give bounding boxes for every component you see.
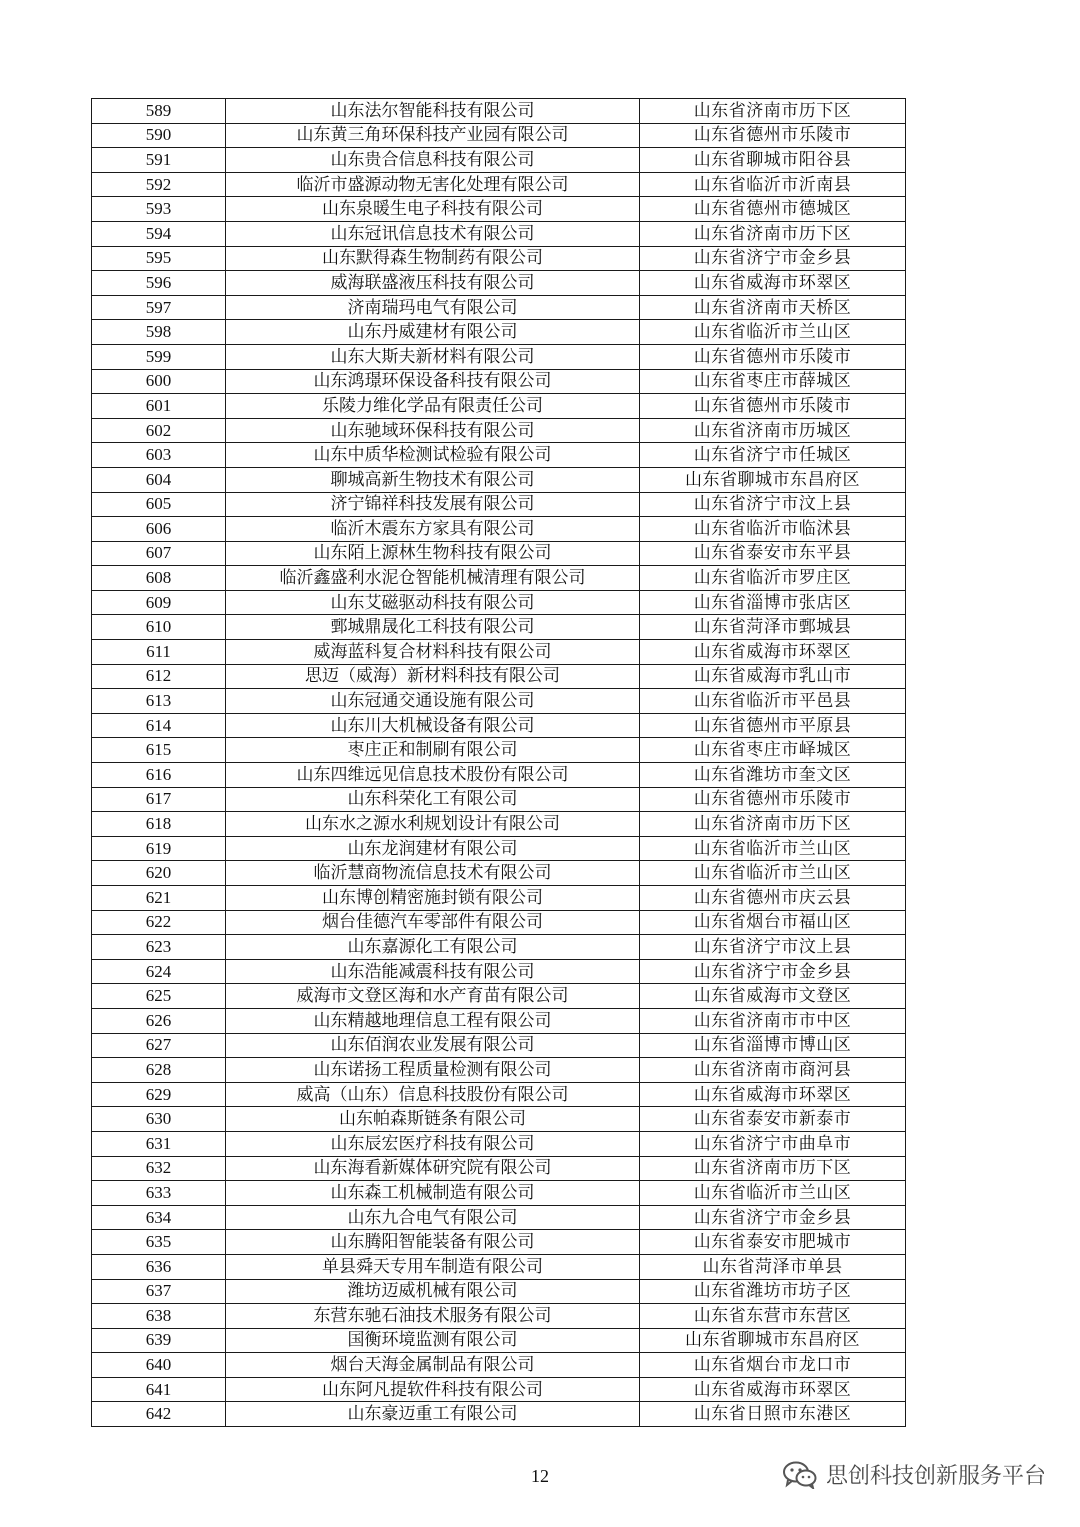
row-number: 615	[92, 738, 226, 763]
row-number: 624	[92, 959, 226, 984]
row-number: 613	[92, 689, 226, 714]
table-row	[92, 1205, 906, 1230]
company-name: 山东森工机械制造有限公司	[226, 1181, 640, 1206]
company-name: 山东中质华检测试检验有限公司	[226, 443, 640, 468]
table-row	[92, 541, 906, 566]
company-location: 山东省济南市历下区	[640, 221, 906, 246]
table-row	[92, 1377, 906, 1402]
company-location: 山东省威海市乳山市	[640, 664, 906, 689]
company-location: 山东省烟台市福山区	[640, 910, 906, 935]
table-row	[92, 123, 906, 148]
company-name: 山东默得森生物制药有限公司	[226, 246, 640, 271]
company-name: 临沂鑫盛利水泥仓智能机械清理有限公司	[226, 566, 640, 591]
table-row	[92, 394, 906, 419]
company-location: 山东省济南市市中区	[640, 1008, 906, 1033]
company-location: 山东省济宁市曲阜市	[640, 1131, 906, 1156]
table-row	[92, 271, 906, 296]
row-number: 629	[92, 1082, 226, 1107]
row-number: 639	[92, 1328, 226, 1353]
row-number: 590	[92, 123, 226, 148]
table-row	[92, 1156, 906, 1181]
table-row	[92, 738, 906, 763]
company-name: 枣庄正和制刷有限公司	[226, 738, 640, 763]
row-number: 625	[92, 984, 226, 1009]
company-name: 聊城高新生物技术有限公司	[226, 467, 640, 492]
row-number: 611	[92, 640, 226, 665]
company-location: 山东省聊城市阳谷县	[640, 148, 906, 173]
row-number: 620	[92, 861, 226, 886]
row-number: 618	[92, 812, 226, 837]
company-name: 威海蓝科复合材料科技有限公司	[226, 640, 640, 665]
table-row	[92, 959, 906, 984]
company-location: 山东省菏泽市鄄城县	[640, 615, 906, 640]
row-number: 621	[92, 886, 226, 911]
company-name: 山东辰宏医疗科技有限公司	[226, 1131, 640, 1156]
company-name: 鄄城鼎晟化工科技有限公司	[226, 615, 640, 640]
table-row	[92, 566, 906, 591]
company-name: 临沂慧商物流信息技术有限公司	[226, 861, 640, 886]
row-number: 603	[92, 443, 226, 468]
company-name: 山东鸿璟环保设备科技有限公司	[226, 369, 640, 394]
company-name: 山东艾磁驱动科技有限公司	[226, 590, 640, 615]
company-name: 山东贵合信息科技有限公司	[226, 148, 640, 173]
table-row	[92, 1131, 906, 1156]
row-number: 614	[92, 713, 226, 738]
table-row	[92, 467, 906, 492]
company-name: 山东泉暖生电子科技有限公司	[226, 197, 640, 222]
company-location: 山东省济南市历城区	[640, 418, 906, 443]
company-name: 山东冠通交通设施有限公司	[226, 689, 640, 714]
table-body	[92, 99, 906, 1427]
company-name: 国衡环境监测有限公司	[226, 1328, 640, 1353]
company-name: 潍坊迈威机械有限公司	[226, 1279, 640, 1304]
row-number: 628	[92, 1058, 226, 1083]
company-name: 山东丹威建材有限公司	[226, 320, 640, 345]
company-name: 山东黄三角环保科技产业园有限公司	[226, 123, 640, 148]
company-location: 山东省威海市环翠区	[640, 1377, 906, 1402]
table-row	[92, 1033, 906, 1058]
table-row	[92, 295, 906, 320]
company-location: 山东省济南市天桥区	[640, 295, 906, 320]
table-row	[92, 910, 906, 935]
table-row	[92, 935, 906, 960]
row-number: 608	[92, 566, 226, 591]
row-number: 596	[92, 271, 226, 296]
table-row	[92, 640, 906, 665]
table-row	[92, 418, 906, 443]
table-row	[92, 246, 906, 271]
company-location: 山东省聊城市东昌府区	[640, 467, 906, 492]
company-location: 山东省德州市乐陵市	[640, 394, 906, 419]
company-name: 山东九合电气有限公司	[226, 1205, 640, 1230]
table-row	[92, 148, 906, 173]
company-table	[91, 98, 906, 1427]
company-location: 山东省临沂市兰山区	[640, 836, 906, 861]
row-number: 641	[92, 1377, 226, 1402]
company-location: 山东省泰安市新泰市	[640, 1107, 906, 1132]
table-row	[92, 1058, 906, 1083]
table-row	[92, 320, 906, 345]
row-number: 635	[92, 1230, 226, 1255]
table-row	[92, 1279, 906, 1304]
table-row	[92, 1107, 906, 1132]
company-name: 威高（山东）信息科技股份有限公司	[226, 1082, 640, 1107]
company-location: 山东省潍坊市奎文区	[640, 763, 906, 788]
table-row	[92, 197, 906, 222]
company-location: 山东省济宁市金乡县	[640, 959, 906, 984]
table-row	[92, 984, 906, 1009]
company-location: 山东省临沂市兰山区	[640, 320, 906, 345]
company-location: 山东省潍坊市坊子区	[640, 1279, 906, 1304]
row-number: 601	[92, 394, 226, 419]
row-number: 626	[92, 1008, 226, 1033]
row-number: 599	[92, 344, 226, 369]
table-row	[92, 1402, 906, 1427]
company-name: 烟台佳德汽车零部件有限公司	[226, 910, 640, 935]
row-number: 612	[92, 664, 226, 689]
table-row	[92, 344, 906, 369]
table-row	[92, 1230, 906, 1255]
company-name: 山东博创精密施封锁有限公司	[226, 886, 640, 911]
company-location: 山东省济宁市任城区	[640, 443, 906, 468]
row-number: 604	[92, 467, 226, 492]
company-location: 山东省日照市东港区	[640, 1402, 906, 1427]
row-number: 642	[92, 1402, 226, 1427]
row-number: 619	[92, 836, 226, 861]
row-number: 630	[92, 1107, 226, 1132]
company-location: 山东省德州市乐陵市	[640, 344, 906, 369]
row-number: 593	[92, 197, 226, 222]
row-number: 631	[92, 1131, 226, 1156]
table-row	[92, 369, 906, 394]
row-number: 638	[92, 1304, 226, 1329]
table-row	[92, 1008, 906, 1033]
table-row	[92, 1328, 906, 1353]
table-row	[92, 689, 906, 714]
company-name: 山东腾阳智能装备有限公司	[226, 1230, 640, 1255]
company-name: 山东佰润农业发展有限公司	[226, 1033, 640, 1058]
table-row	[92, 615, 906, 640]
company-location: 山东省威海市环翠区	[640, 271, 906, 296]
company-location: 山东省济宁市金乡县	[640, 246, 906, 271]
table-row	[92, 1304, 906, 1329]
table-row	[92, 787, 906, 812]
company-location: 山东省济南市历下区	[640, 812, 906, 837]
company-name: 山东冠讯信息技术有限公司	[226, 221, 640, 246]
row-number: 602	[92, 418, 226, 443]
company-name: 山东嘉源化工有限公司	[226, 935, 640, 960]
row-number: 607	[92, 541, 226, 566]
table-row	[92, 713, 906, 738]
company-location: 山东省临沂市平邑县	[640, 689, 906, 714]
company-name: 山东帕森斯链条有限公司	[226, 1107, 640, 1132]
company-name: 山东川大机械设备有限公司	[226, 713, 640, 738]
company-name: 单县舜天专用车制造有限公司	[226, 1254, 640, 1279]
row-number: 600	[92, 369, 226, 394]
company-name: 山东科荣化工有限公司	[226, 787, 640, 812]
row-number: 591	[92, 148, 226, 173]
company-name: 山东阿凡提软件科技有限公司	[226, 1377, 640, 1402]
company-location: 山东省菏泽市单县	[640, 1254, 906, 1279]
table-row	[92, 812, 906, 837]
company-location: 山东省威海市文登区	[640, 984, 906, 1009]
company-location: 山东省临沂市罗庄区	[640, 566, 906, 591]
table-row	[92, 1181, 906, 1206]
row-number: 633	[92, 1181, 226, 1206]
company-location: 山东省临沂市兰山区	[640, 861, 906, 886]
company-name: 济宁锦祥科技发展有限公司	[226, 492, 640, 517]
row-number: 634	[92, 1205, 226, 1230]
company-location: 山东省德州市乐陵市	[640, 787, 906, 812]
table-row	[92, 1082, 906, 1107]
company-name: 威海市文登区海和水产育苗有限公司	[226, 984, 640, 1009]
company-location: 山东省枣庄市峄城区	[640, 738, 906, 763]
company-name: 山东驰域环保科技有限公司	[226, 418, 640, 443]
company-location: 山东省济宁市汶上县	[640, 935, 906, 960]
company-location: 山东省济宁市金乡县	[640, 1205, 906, 1230]
company-name: 山东海看新媒体研究院有限公司	[226, 1156, 640, 1181]
table-row	[92, 517, 906, 542]
row-number: 605	[92, 492, 226, 517]
table-row	[92, 221, 906, 246]
company-location: 山东省威海市环翠区	[640, 640, 906, 665]
company-location: 山东省临沂市沂南县	[640, 172, 906, 197]
company-location: 山东省枣庄市薛城区	[640, 369, 906, 394]
row-number: 617	[92, 787, 226, 812]
table-row	[92, 172, 906, 197]
company-name: 山东陌上源林生物科技有限公司	[226, 541, 640, 566]
company-name: 山东龙润建材有限公司	[226, 836, 640, 861]
company-location: 山东省济南市历下区	[640, 99, 906, 124]
company-name: 山东浩能减震科技有限公司	[226, 959, 640, 984]
table-row	[92, 861, 906, 886]
row-number: 606	[92, 517, 226, 542]
company-location: 山东省济南市历下区	[640, 1156, 906, 1181]
company-name: 山东诺扬工程质量检测有限公司	[226, 1058, 640, 1083]
company-location: 山东省威海市环翠区	[640, 1082, 906, 1107]
company-location: 山东省德州市乐陵市	[640, 123, 906, 148]
company-name: 山东精越地理信息工程有限公司	[226, 1008, 640, 1033]
table-row	[92, 836, 906, 861]
company-name: 思迈（威海）新材料科技有限公司	[226, 664, 640, 689]
row-number: 637	[92, 1279, 226, 1304]
row-number: 597	[92, 295, 226, 320]
page-number: 12	[531, 1466, 549, 1486]
row-number: 609	[92, 590, 226, 615]
company-location: 山东省淄博市张店区	[640, 590, 906, 615]
wechat-icon	[782, 1461, 818, 1489]
row-number: 640	[92, 1353, 226, 1378]
company-name: 烟台天海金属制品有限公司	[226, 1353, 640, 1378]
row-number: 636	[92, 1254, 226, 1279]
company-location: 山东省德州市平原县	[640, 713, 906, 738]
company-location: 山东省聊城市东昌府区	[640, 1328, 906, 1353]
table-row	[92, 492, 906, 517]
company-name: 临沂市盛源动物无害化处理有限公司	[226, 172, 640, 197]
company-location: 山东省东营市东营区	[640, 1304, 906, 1329]
table-row	[92, 886, 906, 911]
row-number: 622	[92, 910, 226, 935]
company-name: 山东四维远见信息技术股份有限公司	[226, 763, 640, 788]
table-row	[92, 443, 906, 468]
company-location: 山东省德州市德城区	[640, 197, 906, 222]
company-name: 山东豪迈重工有限公司	[226, 1402, 640, 1427]
row-number: 616	[92, 763, 226, 788]
company-location: 山东省德州市庆云县	[640, 886, 906, 911]
row-number: 589	[92, 99, 226, 124]
row-number: 627	[92, 1033, 226, 1058]
company-location: 山东省泰安市东平县	[640, 541, 906, 566]
company-location: 山东省临沂市兰山区	[640, 1181, 906, 1206]
row-number: 598	[92, 320, 226, 345]
table-row	[92, 1254, 906, 1279]
table-row	[92, 590, 906, 615]
watermark	[782, 1459, 1046, 1490]
table-row	[92, 664, 906, 689]
company-name: 济南瑞玛电气有限公司	[226, 295, 640, 320]
row-number: 610	[92, 615, 226, 640]
company-location: 山东省泰安市肥城市	[640, 1230, 906, 1255]
company-location: 山东省烟台市龙口市	[640, 1353, 906, 1378]
company-name: 山东大斯夫新材料有限公司	[226, 344, 640, 369]
row-number: 592	[92, 172, 226, 197]
table-row	[92, 99, 906, 124]
company-name: 临沂木震东方家具有限公司	[226, 517, 640, 542]
company-location: 山东省济宁市汶上县	[640, 492, 906, 517]
row-number: 632	[92, 1156, 226, 1181]
row-number: 594	[92, 221, 226, 246]
table-row	[92, 763, 906, 788]
company-name: 威海联盛液压科技有限公司	[226, 271, 640, 296]
watermark-text: 思创科技创新服务平台	[825, 1464, 1046, 1489]
company-name: 山东水之源水利规划设计有限公司	[226, 812, 640, 837]
row-number: 623	[92, 935, 226, 960]
company-name: 乐陵力维化学品有限责任公司	[226, 394, 640, 419]
company-name: 山东法尔智能科技有限公司	[226, 99, 640, 124]
company-location: 山东省临沂市临沭县	[640, 517, 906, 542]
company-name: 东营东驰石油技术服务有限公司	[226, 1304, 640, 1329]
company-location: 山东省淄博市博山区	[640, 1033, 906, 1058]
row-number: 595	[92, 246, 226, 271]
company-location: 山东省济南市商河县	[640, 1058, 906, 1083]
table-row	[92, 1353, 906, 1378]
